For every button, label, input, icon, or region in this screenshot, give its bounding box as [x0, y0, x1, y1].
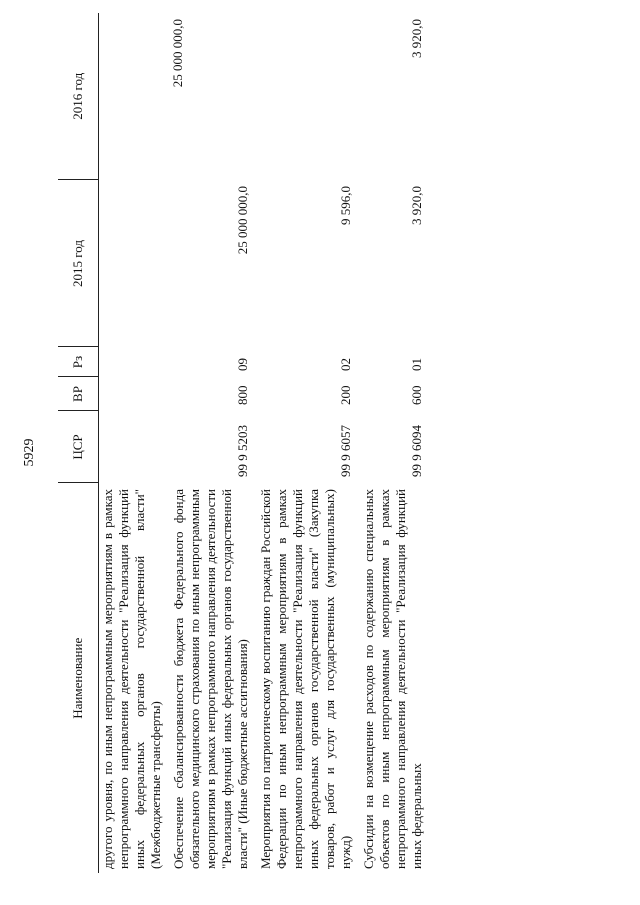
table-header-row [58, 13, 99, 873]
row-name: другого уровня, по иным непрограммным мероприятиям в рамках непрограммного направления деятельности "Реализация функций иных федеральных органов государственной власти" (Межбюджетные трансферты) [100, 489, 163, 869]
header-csr: ЦСР [58, 411, 99, 483]
row-vr [99, 377, 165, 411]
row-2015: 9 596,0 [338, 186, 353, 225]
row-2016 [99, 13, 165, 180]
row-2016: 25 000 000,0 [170, 19, 185, 88]
row-2016 [251, 13, 354, 180]
header-name: Наименование [58, 483, 99, 873]
row-2015 [99, 180, 165, 347]
row-2016: 3 920,0 [409, 19, 424, 58]
table-row [354, 13, 425, 873]
row-2015: 25 000 000,0 [235, 186, 250, 255]
row-vr: 600 [409, 385, 424, 405]
row-rz: 02 [338, 358, 353, 371]
header-rz: Рз [58, 347, 99, 377]
row-rz: 01 [409, 358, 424, 371]
row-2015: 3 920,0 [409, 186, 424, 225]
row-name: Субсидии на возмещение расходов по содержанию специальных объектов по иным непрограммным мероприятиям в рамках непрограммного направления деятельности "Реализация функций иных федеральных [361, 489, 424, 869]
row-csr: 99 9 5203 [235, 425, 250, 477]
page-number: 5929 [22, 438, 37, 467]
header-vr: ВР [58, 377, 99, 411]
budget-table [58, 13, 425, 873]
row-csr [99, 411, 165, 483]
header-2016: 2016 год [58, 13, 99, 180]
row-vr: 800 [235, 385, 250, 405]
row-rz: 09 [235, 358, 250, 371]
table-row [164, 13, 251, 873]
table-row [251, 13, 354, 873]
table-row [99, 13, 165, 873]
row-csr: 99 9 6094 [409, 425, 424, 477]
header-2015: 2015 год [58, 180, 99, 347]
row-vr: 200 [338, 385, 353, 405]
row-name: Обеспечение сбалансированности бюджета Федерального фонда обязательного медицинского страхования по иным непрограммным мероприятиям в рамках непрограммного направления деятельности "Реализация функций иных федеральных органов государственной власти" (Иные бюджетные ассигнования) [171, 489, 250, 869]
row-csr: 99 9 6057 [338, 425, 353, 477]
row-rz [99, 347, 165, 377]
row-name: Мероприятия по патриотическому воспитанию граждан Российской Федерации по иным непрограммным мероприятиям в рамках непрограммного направления деятельности "Реализация функций иных федеральных органов государственной власти" (Закупка товаров, работ и услуг для государственных (муниципальных) нужд) [258, 489, 353, 869]
